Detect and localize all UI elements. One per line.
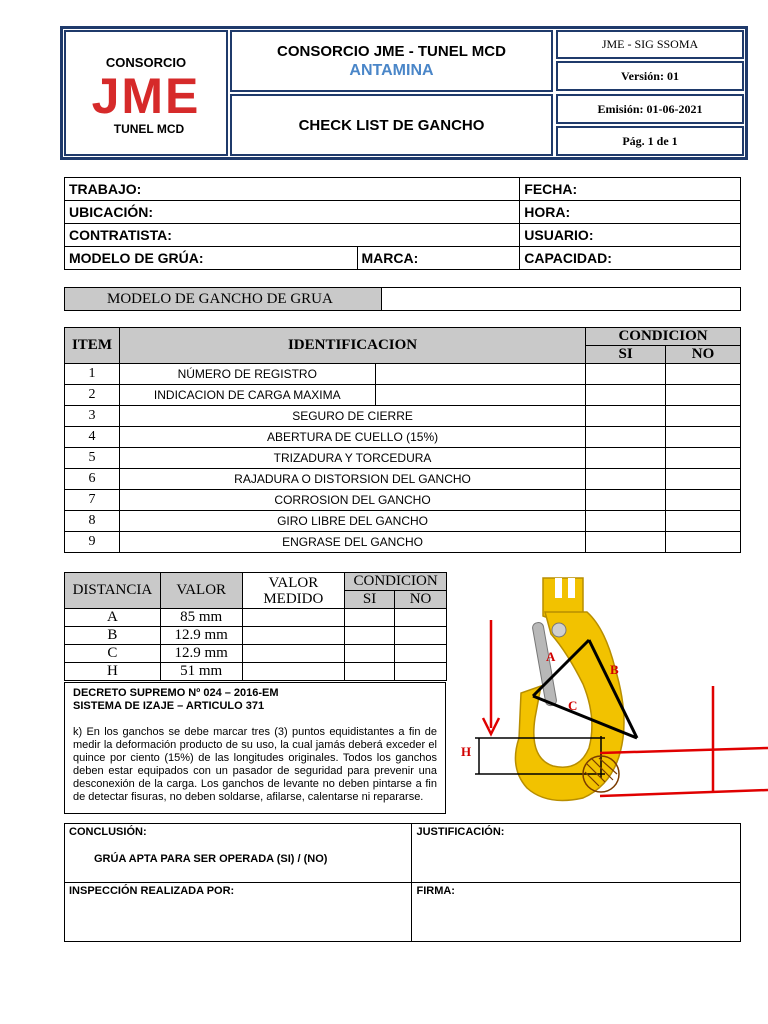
logo-text-bottom: TUNEL MCD	[113, 122, 185, 136]
document-title: CHECK LIST DE GANCHO	[298, 116, 485, 134]
condicion-no-cell[interactable]	[395, 663, 447, 681]
condicion-no-cell[interactable]	[395, 609, 447, 627]
logo-text-top: CONSORCIO	[105, 55, 187, 70]
condicion-si-cell[interactable]	[586, 490, 666, 511]
field-marca[interactable]: MARCA:	[357, 247, 520, 270]
hook-diagram	[455, 568, 768, 818]
company-name: CONSORCIO JME - TUNEL MCD	[277, 42, 506, 60]
hook-checklist-table	[64, 327, 741, 553]
table-row	[65, 645, 447, 663]
red-reference-line-lower	[600, 790, 768, 796]
item-number: 6	[65, 469, 120, 490]
distance-value: 85 mm	[160, 609, 242, 627]
table-row	[65, 511, 741, 532]
table-row	[65, 448, 741, 469]
item-number: 3	[65, 406, 120, 427]
item-number: 9	[65, 532, 120, 553]
field-fecha[interactable]: FECHA:	[520, 178, 741, 201]
col-si-header: SI	[586, 346, 666, 364]
logo-box	[64, 30, 228, 156]
table-row	[65, 469, 741, 490]
hook-eye-slot	[555, 578, 562, 598]
field-ubicacion[interactable]: UBICACIÓN:	[65, 201, 520, 224]
inspeccion-cell[interactable]	[65, 883, 412, 942]
grua-apta-text: GRÚA APTA PARA SER OPERADA (SI) / (NO)	[94, 853, 328, 865]
condicion-no-cell[interactable]	[666, 448, 741, 469]
modelo-gancho-input[interactable]	[381, 287, 741, 311]
condicion-si-cell[interactable]	[345, 609, 395, 627]
site-name: ANTAMINA	[349, 61, 434, 79]
condicion-no-cell[interactable]	[666, 469, 741, 490]
distance-label: H	[65, 663, 161, 681]
table-row	[65, 627, 447, 645]
document-emission: Emisión: 01-06-2021	[556, 94, 744, 124]
condicion-no-cell[interactable]	[666, 427, 741, 448]
company-title-box	[230, 30, 553, 92]
decreto-subtitle: SISTEMA DE IZAJE – ARTICULO 371	[73, 700, 265, 712]
table-row	[65, 427, 741, 448]
distance-value: 12.9 mm	[160, 627, 242, 645]
label-b: B	[610, 662, 619, 677]
condicion-si-cell[interactable]	[586, 427, 666, 448]
table-row	[65, 490, 741, 511]
field-hora[interactable]: HORA:	[520, 201, 741, 224]
condicion-si-cell[interactable]	[345, 663, 395, 681]
decreto-box	[64, 682, 446, 814]
condicion-si-cell[interactable]	[345, 645, 395, 663]
item-number: 5	[65, 448, 120, 469]
condicion-no-cell[interactable]	[666, 532, 741, 553]
table-row	[65, 406, 741, 427]
table-row	[65, 609, 447, 627]
item-number: 1	[65, 364, 120, 385]
item-text: INDICACION DE CARGA MAXIMA	[119, 385, 375, 406]
col-condicion-header: CONDICION	[586, 328, 741, 346]
condicion-si-cell[interactable]	[586, 511, 666, 532]
col-condicion-header: CONDICION	[345, 573, 447, 591]
condicion-no-cell[interactable]	[666, 385, 741, 406]
field-contratista[interactable]: CONTRATISTA:	[65, 224, 520, 247]
item-number: 8	[65, 511, 120, 532]
distance-label: B	[65, 627, 161, 645]
label-a: A	[546, 649, 556, 664]
condicion-no-cell[interactable]	[395, 627, 447, 645]
item-value-cell[interactable]	[375, 364, 586, 385]
distance-value: 12.9 mm	[160, 645, 242, 663]
condicion-no-cell[interactable]	[395, 645, 447, 663]
document-version: Versión: 01	[556, 61, 744, 91]
item-text: NÚMERO DE REGISTRO	[119, 364, 375, 385]
decreto-text: k) En los ganchos se debe marcar tres (3) puntos equidistantes a fin de medir la deformación producto de su uso, la cual jamás deberá exceder el quince por ciento (15%) de las longitudes originales. Todos los ganchos deben estar equipados con un pasador de seguridad para prevenir una desconexión de la carga. Los ganchos de levante no deben pintarse a fin de detectar fisuras, no deben soldarse, afilarse, calentarse ni repararse.	[73, 726, 437, 803]
justificacion-cell[interactable]	[412, 824, 741, 883]
distance-label: A	[65, 609, 161, 627]
measured-value-cell[interactable]	[242, 645, 345, 663]
label-c: C	[568, 698, 578, 713]
firma-label: FIRMA:	[416, 885, 455, 897]
conclusion-cell[interactable]	[65, 824, 412, 883]
measured-value-cell[interactable]	[242, 663, 345, 681]
col-no-header: NO	[666, 346, 741, 364]
item-text: CORROSION DEL GANCHO	[119, 490, 585, 511]
conclusion-label: CONCLUSIÓN:	[69, 826, 147, 838]
col-si-header: SI	[345, 591, 395, 609]
item-value-cell[interactable]	[375, 385, 586, 406]
condicion-no-cell[interactable]	[666, 511, 741, 532]
field-modelo-grua[interactable]: MODELO DE GRÚA:	[65, 247, 358, 270]
item-number: 4	[65, 427, 120, 448]
condicion-si-cell[interactable]	[586, 448, 666, 469]
inspeccion-label: INSPECCIÓN REALIZADA POR:	[69, 885, 235, 897]
item-text: GIRO LIBRE DEL GANCHO	[119, 511, 585, 532]
field-capacidad[interactable]: CAPACIDAD:	[520, 247, 741, 270]
condicion-si-cell[interactable]	[345, 627, 395, 645]
firma-cell[interactable]	[412, 883, 741, 942]
col-identificacion-header: IDENTIFICACION	[119, 328, 585, 364]
condicion-si-cell[interactable]	[586, 406, 666, 427]
condicion-no-cell[interactable]	[666, 406, 741, 427]
item-text: TRIZADURA Y TORCEDURA	[119, 448, 585, 469]
conclusion-table	[64, 823, 741, 942]
label-h: H	[461, 744, 472, 759]
field-usuario[interactable]: USUARIO:	[520, 224, 741, 247]
table-row	[65, 532, 741, 553]
col-valor-header: VALOR	[160, 573, 242, 609]
condicion-si-cell[interactable]	[586, 532, 666, 553]
col-distancia-header: DISTANCIA	[65, 573, 161, 609]
hook-distance-table	[64, 572, 447, 681]
document-title-box	[230, 94, 553, 156]
col-no-header: NO	[395, 591, 447, 609]
item-number: 2	[65, 385, 120, 406]
red-reference-line-upper	[600, 748, 768, 753]
item-text: SEGURO DE CIERRE	[119, 406, 585, 427]
item-text: ENGRASE DEL GANCHO	[119, 532, 585, 553]
decreto-title: DECRETO SUPREMO Nº 024 – 2016-EM	[73, 687, 279, 699]
item-number: 7	[65, 490, 120, 511]
condicion-si-cell[interactable]	[586, 364, 666, 385]
measured-value-cell[interactable]	[242, 627, 345, 645]
condicion-no-cell[interactable]	[666, 364, 741, 385]
distance-value: 51 mm	[160, 663, 242, 681]
table-row	[65, 364, 741, 385]
modelo-gancho-label: MODELO DE GANCHO DE GRUA	[64, 287, 382, 311]
general-info-table	[64, 177, 741, 270]
item-text: RAJADURA O DISTORSION DEL GANCHO	[119, 469, 585, 490]
document-page: Pág. 1 de 1	[556, 126, 744, 156]
company-logo	[71, 43, 221, 143]
col-valor-medido-header: VALOR MEDIDO	[242, 573, 345, 609]
logo-text-jme: JME	[91, 68, 201, 124]
table-row	[65, 385, 741, 406]
hook-eye-slot	[568, 578, 575, 598]
item-text: ABERTURA DE CUELLO (15%)	[119, 427, 585, 448]
justificacion-label: JUSTIFICACIÓN:	[416, 826, 505, 838]
table-row	[65, 663, 447, 681]
condicion-no-cell[interactable]	[666, 490, 741, 511]
hook-latch-pin	[552, 623, 566, 637]
field-trabajo[interactable]: TRABAJO:	[65, 178, 520, 201]
measured-value-cell[interactable]	[242, 609, 345, 627]
distance-label: C	[65, 645, 161, 663]
document-code: JME - SIG SSOMA	[556, 30, 744, 59]
condicion-si-cell[interactable]	[586, 385, 666, 406]
col-item-header: ITEM	[65, 328, 120, 364]
condicion-si-cell[interactable]	[586, 469, 666, 490]
